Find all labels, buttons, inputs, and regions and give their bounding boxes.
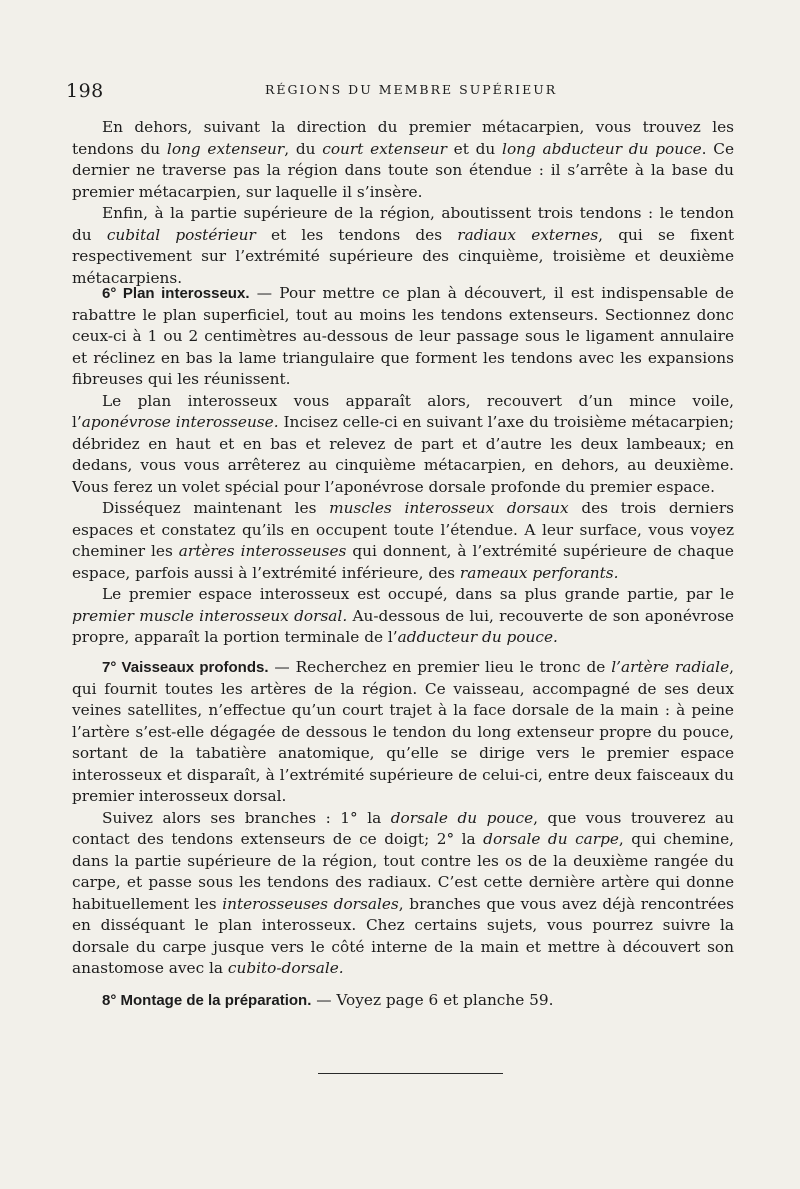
section-heading: 8° Montage de la préparation. — [102, 992, 312, 1009]
section-plan-interosseux — [72, 283, 734, 649]
section-montage — [72, 990, 734, 1012]
paragraph-artere-radiale: 7° Vaisseaux profonds. — Recherchez en premier lieu le tronc de l’artère radiale, qui fournit toutes les artères de la région. Ce vaisseau, accompagné de ses deux veines satellites, n’effectue qu’un court trajet à la face dorsale de la main : à peine l’artère s’est-elle dégagée de dessous le tendon du long extenseur propre du pouce, sortant de la tabatière anatomique, qu’elle se dirige vers le premier espace interosseux et disparaît, à l’extrémité supérieure de celui-ci, entre deux faisceaux du premier interosseux dorsal. — [72, 658, 735, 805]
paragraph-aponevrose: Le plan interosseux vous apparaît alors, recouvert d’un mince voile, l’aponévrose interosseuse. Incisez celle-ci en suivant l’axe du troisième métacarpien; débridez en haut et en bas et relevez de part et d’autre les deux lambeaux; en dedans, vous vous arrêterez au cinquième métacarpien, en dehors, au deuxième. Vous ferez un volet spécial pour l’aponévrose dorsale profonde du premier espace. — [72, 391, 734, 496]
page-number: 198 — [66, 80, 104, 102]
section-heading: 7° Vaisseaux profonds. — [102, 659, 269, 676]
paragraph-muscles-interosseux: Disséquez maintenant les muscles interosseux dorsaux des trois derniers espaces et constatez qu’ils en occupent toute l’étendue. A leur surface, vous voyez cheminer les artères interosseuses qui donnent, à l’extrémité supérieure de chaque espace, parfois aussi à l’extrémité inférieure, des rameaux perforants. — [72, 499, 734, 582]
section-heading: 6° Plan interosseux. — [102, 285, 250, 302]
page-header — [60, 78, 740, 102]
paragraph-tendons-dehors: En dehors, suivant la direction du premier métacarpien, vous trouvez les tendons du long extenseur, du court extenseur et du long abducteur du pouce. Ce dernier ne traverse pas la région dans toute son étendue : il s’arrête à la base du premier métacarpien, sur laquelle il s’insère. — [72, 118, 735, 201]
paragraph-premier-espace: Le premier espace interosseux est occupé, dans sa plus grande partie, par le premier muscle interosseux dorsal. Au-dessous de lui, recouverte de son aponévrose propre, apparaît la portion terminale de l’adducteur du pouce. — [72, 585, 734, 646]
paragraph-branches: Suivez alors ses branches : 1° la dorsale du pouce, que vous trouverez au contact des tendons extenseurs de ce doigt; 2° la dorsale du carpe, qui chemine, dans la partie supérieure de la région, tout contre les os de la deuxième rangée du carpe, et passe sous les tendons des radiaux. C’est cette dernière artère qui donne habituellement les interosseuses dorsales, branches que vous avez déjà rencontrées en disséquant le plan interosseux. Chez certains sujets, vous pourrez suivre la dorsale du carpe jusque vers le côté interne de la main et mettre à découvert son anastomose avec la cubito-dorsale. — [72, 808, 735, 977]
section-vaisseaux-profonds — [72, 657, 734, 980]
end-rule — [318, 1073, 503, 1074]
paragraph-tendons-superieurs: Enfin, à la partie supérieure de la région, aboutissent trois tendons : le tendon du cubital postérieur et les tendons des radiaux externes, qui se fixent respectivement sur l’extrémité supérieure des cinquième, troisième et deuxième métacarpiens. — [72, 204, 734, 287]
opening-block — [72, 117, 734, 289]
running-title: RÉGIONS DU MEMBRE SUPÉRIEUR — [265, 82, 558, 97]
paragraph-montage: 8° Montage de la préparation. — Voyez page 6 et planche 59. — [102, 991, 554, 1009]
paragraph-plan-interosseux-intro: 6° Plan interosseux. — Pour mettre ce plan à découvert, il est indispensable de rabattre le plan superficiel, tout au moins les tendons extenseurs. Sectionnez donc ceux-ci à 1 ou 2 centimètres au-dessous de leur passage sous le ligament annulaire et réclinez en bas la lame triangulaire que forment les tendons avec les expansions fibreuses qui les réunissent. — [72, 284, 734, 388]
